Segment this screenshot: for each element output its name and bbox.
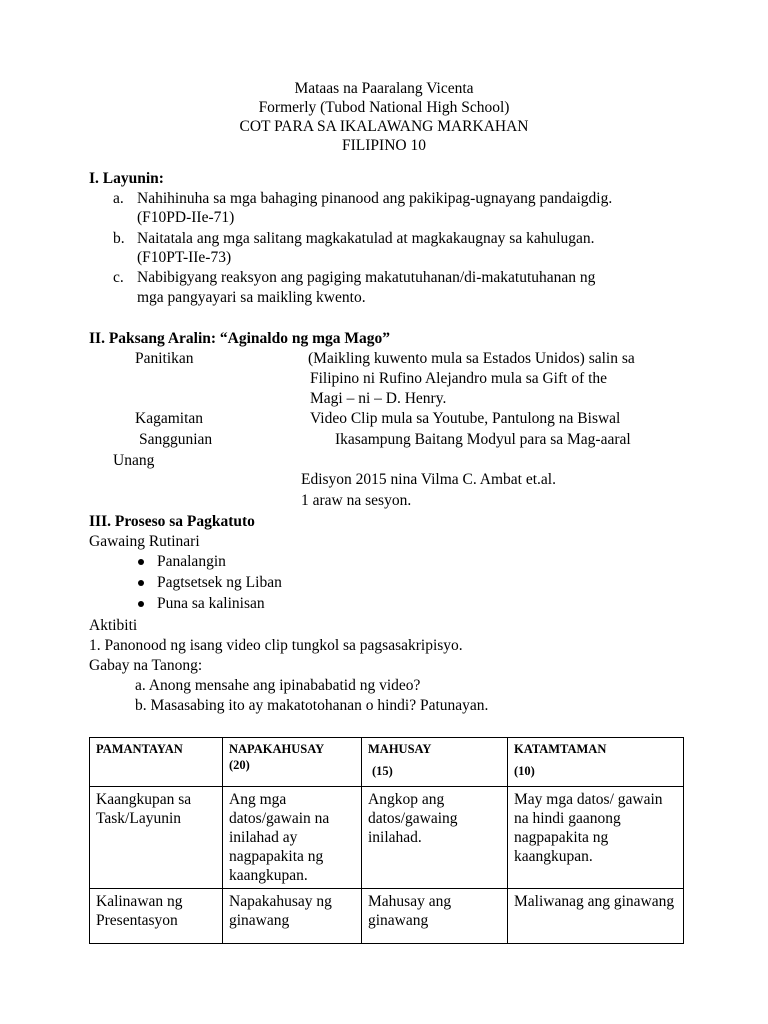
rubric-cell: Ang mga datos/gawain na inilahad ay nagpapakita ng kaangkupan. — [223, 787, 362, 889]
rubric-header-mahusay — [362, 738, 508, 787]
edisyon-text: Edisyon 2015 nina Vilma C. Ambat et.al. — [301, 471, 556, 488]
panitikan-line-2: Filipino ni Rufino Alejandro mula sa Gift of the — [310, 370, 608, 387]
panitikan-label: Panitikan — [135, 350, 194, 367]
paksa-heading: II. Paksang Aralin: “Aginaldo ng mga Mago” — [89, 330, 391, 347]
layunin-c-line1: Nabibigyang reaksyon ang pagiging makatutuhanan/di-makatutuhanan ng — [137, 269, 596, 286]
bullet-icon — [138, 580, 144, 586]
layunin-a-code: (F10PD-IIe-71) — [137, 209, 235, 226]
cot-title: COT PARA SA IKALAWANG MARKAHAN — [239, 118, 529, 135]
layunin-a-line1: Nahihinuha sa mga bahaging pinanood ang pakikipag-ugnayang pandaigdig. — [137, 190, 613, 207]
rubric-header-label: MAHUSAY — [368, 742, 432, 756]
rubric-cell: May mga datos/ gawain na hindi gaanong nagpapakita ng kaangkupan. — [508, 787, 684, 889]
rubric-header-katamtaman — [508, 738, 684, 787]
layunin-b-line1: Naitatala ang mga salitang magkakatulad at magkakaugnay sa kahulugan. — [137, 230, 595, 247]
rubric-cell: Angkop ang datos/gawaing inilahad. — [362, 787, 508, 889]
aktibiti-item-1: 1. Panonood ng isang video clip tungkol sa pagsasakripisyo. — [89, 637, 463, 654]
aktibiti-label: Aktibiti — [89, 617, 138, 634]
bullet-icon — [138, 601, 144, 607]
rubric-header-pamantayan — [90, 738, 223, 787]
bullet-icon — [138, 559, 144, 565]
bullet-item-panalangin: Panalangin — [157, 553, 226, 570]
rubric-cell: Mahusay ang ginawang — [362, 889, 508, 944]
table-row — [90, 787, 684, 889]
rubric-cell: Maliwanag ang ginawang — [508, 889, 684, 944]
gabay-question-b: b. Masasabing ito ay makatotohanan o hindi? Patunayan. — [135, 697, 489, 714]
rubric-table — [89, 737, 684, 944]
bullet-item-kalinisan: Puna sa kalinisan — [157, 595, 265, 612]
araw-text: 1 araw na sesyon. — [301, 492, 412, 509]
sanggunian-value: Ikasampung Baitang Modyul para sa Mag-aaral — [335, 431, 631, 448]
gabay-question-a: a. Anong mensahe ang ipinababatid ng video? — [135, 677, 421, 694]
rubric-header-points: (20) — [229, 758, 250, 772]
sanggunian-label: Sanggunian — [139, 431, 213, 448]
rubric-header-points: (15) — [372, 764, 393, 778]
school-formerly: Formerly (Tubod National High School) — [258, 99, 510, 116]
kagamitan-value: Video Clip mula sa Youtube, Pantulong na Biswal — [310, 410, 621, 427]
panitikan-line-1: (Maikling kuwento mula sa Estados Unidos) salin sa — [308, 350, 635, 367]
layunin-c-line2: mga pangyayari sa maikling kwento. — [137, 289, 366, 306]
rubric-header-points: (10) — [514, 764, 535, 778]
rubric-cell-criterion: Kaangkupan sa Task/Layunin — [90, 787, 223, 889]
rubric-header-label: PAMANTAYAN — [96, 742, 183, 756]
rubric-header-label: KATAMTAMAN — [514, 742, 607, 756]
kagamitan-label: Kagamitan — [135, 410, 204, 427]
table-row — [90, 889, 684, 944]
layunin-heading: I. Layunin: — [89, 170, 164, 187]
gawain-label: Gawaing Rutinari — [89, 533, 200, 550]
layunin-marker-a: a. — [113, 190, 124, 207]
panitikan-line-3: Magi – ni – D. Henry. — [310, 390, 447, 407]
gabay-label: Gabay na Tanong: — [89, 657, 203, 674]
subject-title: FILIPINO 10 — [342, 137, 426, 154]
rubric-cell-criterion: Kalinawan ng Presentasyon — [90, 889, 223, 944]
layunin-b-code: (F10PT-IIe-73) — [137, 249, 232, 266]
bullet-item-liban: Pagtsetsek ng Liban — [157, 574, 282, 591]
layunin-marker-c: c. — [113, 269, 124, 286]
unang-text: Unang — [113, 452, 155, 469]
rubric-header-label: NAPAKAHUSAY — [229, 742, 325, 756]
layunin-marker-b: b. — [113, 230, 125, 247]
school-name: Mataas na Paaralang Vicenta — [294, 80, 474, 97]
rubric-header-napakahusay — [223, 738, 362, 787]
rubric-header-row — [90, 738, 684, 787]
proseso-heading: III. Proseso sa Pagkatuto — [89, 513, 255, 530]
rubric-cell: Napakahusay ng ginawang — [223, 889, 362, 944]
